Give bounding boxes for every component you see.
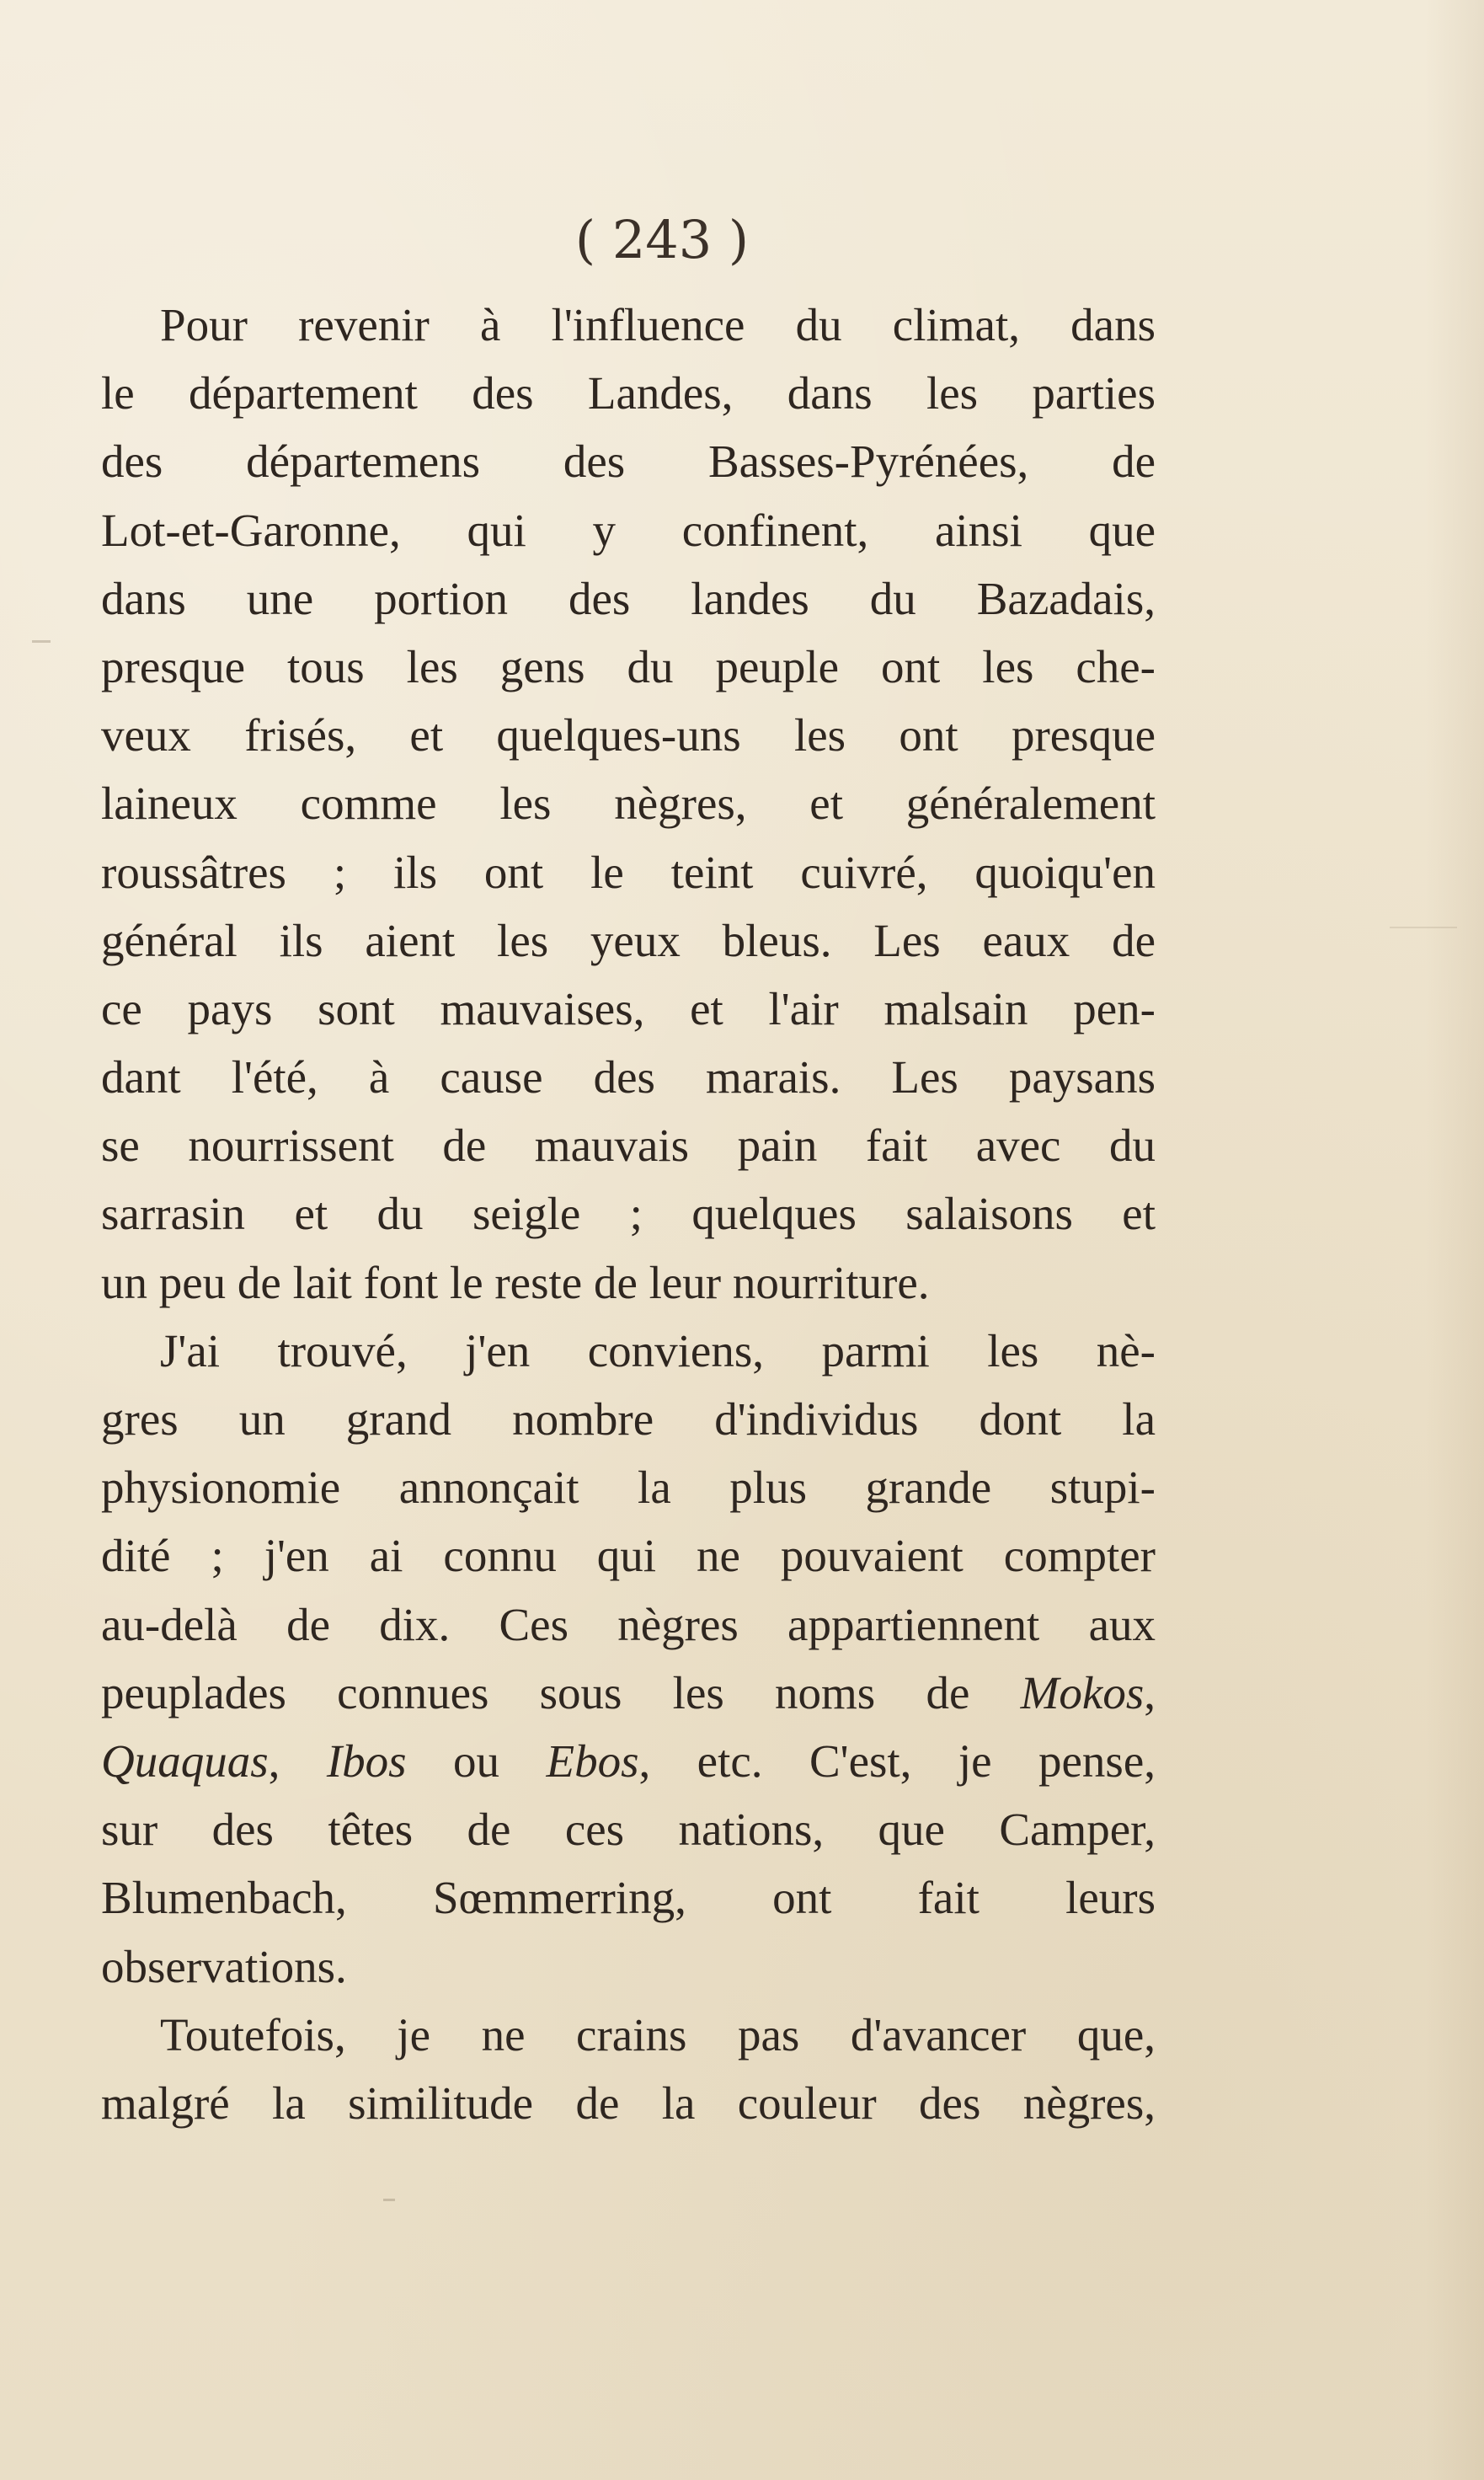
text-line: roussâtres ; ils ont le teint cuivré, quoiqu'en [101,846,1156,898]
text-line: gres un grand nombre d'individus dont la [101,1393,1156,1445]
text-line: ce pays sont mauvaises, et l'air malsain pen- [101,982,1156,1034]
text-line: physionomie annonçait la plus grande stupi- [101,1462,1156,1514]
text-line: presque tous les gens du peuple ont les che- [101,640,1156,692]
text-line: se nourrissent de mauvais pain fait avec du [101,1120,1156,1172]
text-line: le département des Landes, dans les parties [101,367,1156,420]
paper-speck [1390,927,1457,928]
text-line: un peu de lait font le reste de leur nourriture. [101,1256,930,1308]
paper-speck [383,2199,395,2201]
text-line: dant l'été, à cause des marais. Les paysans [101,1051,1156,1104]
text-line: dité ; j'en ai connu qui ne pouvaient compter [101,1530,1156,1582]
text-line: laineux comme les nègres, et généralement [101,778,1156,830]
page-edge-shadow [1425,0,1484,2480]
text-line: des départemens des Basses-Pyrénées, de [101,436,1156,488]
text-line: peuplades connues sous les noms de Mokos, [101,1666,1156,1718]
text-line: au-delà de dix. Ces nègres appartiennent aux [101,1598,1156,1650]
text-line: sur des têtes de ces nations, que Camper, [101,1804,1156,1856]
text-line: dans une portion des landes du Bazadais, [101,572,1156,624]
text-line: sarrasin et du seigle ; quelques salaisons et [101,1188,1156,1240]
text-line: observations. [101,1940,347,1992]
text-line: Quaquas, Ibos ou Ebos, etc. C'est, je pense, [101,1734,1156,1787]
text-line: malgré la similitude de la couleur des nègres, [101,2076,1156,2129]
text-line: Toutefois, je ne crains pas d'avancer que, [160,2008,1156,2060]
text-line: veux frisés, et quelques-uns les ont presque [101,709,1156,762]
text-line: général ils aient les yeux bleus. Les eaux de [101,914,1156,966]
paper-speck [32,640,51,643]
text-line: Blumenbach, Sœmmerring, ont fait leurs [101,1872,1156,1924]
page-number: ( 243 ) [574,209,750,270]
text-line: Lot-et-Garonne, qui y confinent, ainsi que [101,504,1156,556]
text-line: Pour revenir à l'influence du climat, dans [160,299,1156,350]
text-line: J'ai trouvé, j'en conviens, parmi les nè- [160,1324,1156,1376]
body-text [101,291,1156,2137]
